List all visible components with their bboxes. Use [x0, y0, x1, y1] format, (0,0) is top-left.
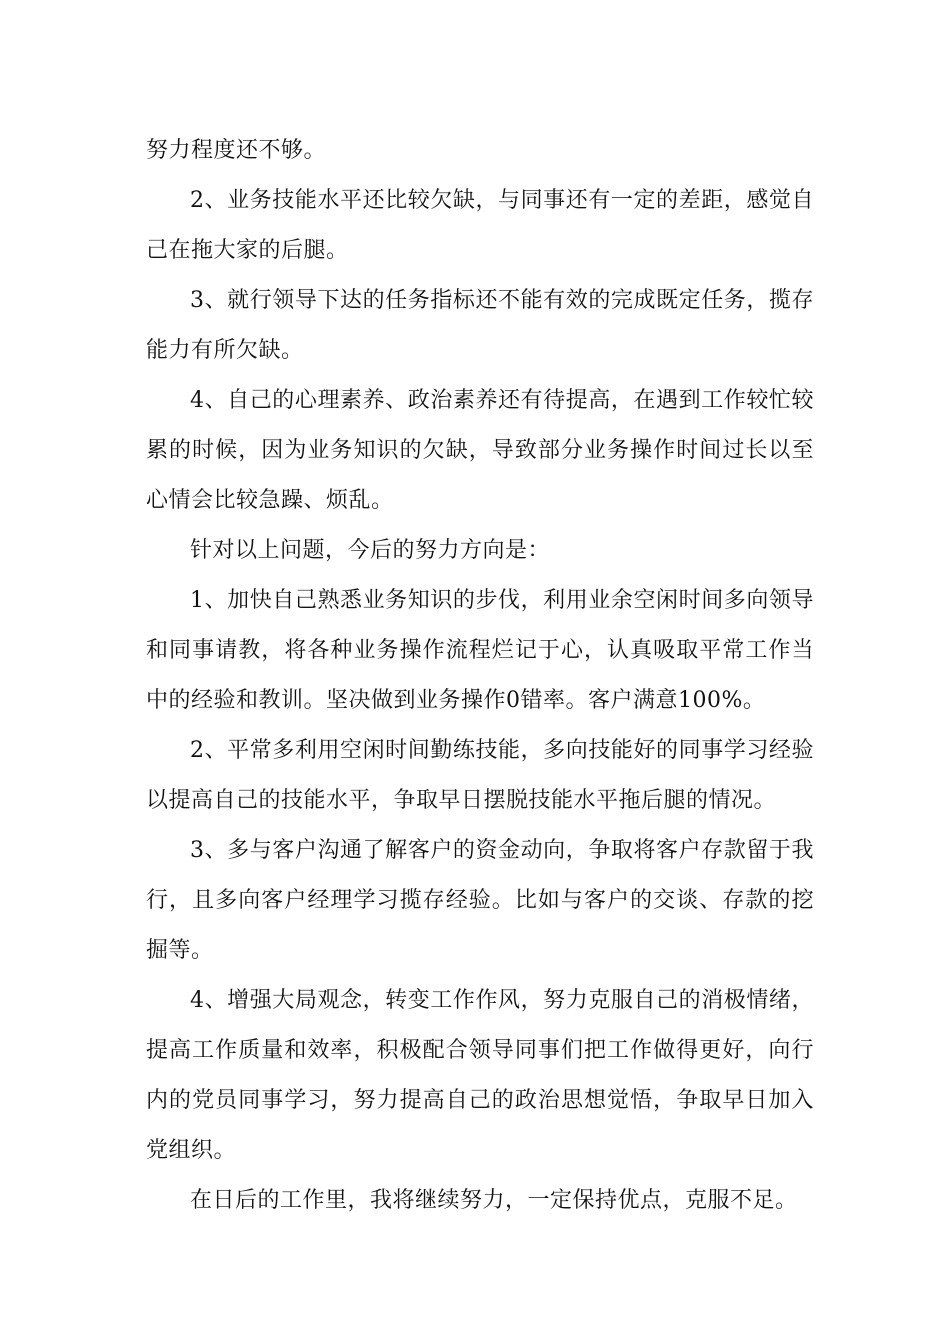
paragraph-direction-2: 2、平常多利用空闲时间勤练技能，多向技能好的同事学习经验以提高自己的技能水平，争取早日摆脱技能水平拖后腿的情况。 — [146, 738, 814, 813]
paragraph-direction-1: 1、加快自己熟悉业务知识的步伐，利用业余空闲时间多向领导和同事请教，将各种业务操作流程烂记于心，认真吸取平常工作当中的经验和教训。坚决做到业务操作0错率。客户满意100%。 — [146, 588, 814, 713]
paragraph-direction-heading: 针对以上问题，今后的努力方向是： — [190, 538, 551, 563]
paragraph-continuation: 努力程度还不够。 — [146, 138, 327, 163]
paragraph-direction-4: 4、增强大局观念，转变工作作风，努力克服自己的消极情绪，提高工作质量和效率，积极配合领导同事们把工作做得更好，向行内的党员同事学习，努力提高自己的政治思想觉悟，争取早日加入党组织。 — [146, 988, 814, 1163]
paragraph-closing: 在日后的工作里，我将继续努力，一定保持优点，克服不足。 — [190, 1188, 798, 1213]
paragraph-shortcoming-4: 4、自己的心理素养、政治素养还有待提高，在遇到工作较忙较累的时候，因为业务知识的欠缺，导致部分业务操作时间过长以至心情会比较急躁、烦乱。 — [146, 388, 814, 513]
paragraph-direction-3: 3、多与客户沟通了解客户的资金动向，争取将客户存款留于我行，且多向客户经理学习揽存经验。比如与客户的交谈、存款的挖掘等。 — [146, 838, 814, 963]
paragraph-shortcoming-3: 3、就行领导下达的任务指标还不能有效的完成既定任务，揽存能力有所欠缺。 — [146, 288, 814, 363]
paragraph-shortcoming-2: 2、业务技能水平还比较欠缺，与同事还有一定的差距，感觉自己在拖大家的后腿。 — [146, 188, 814, 263]
